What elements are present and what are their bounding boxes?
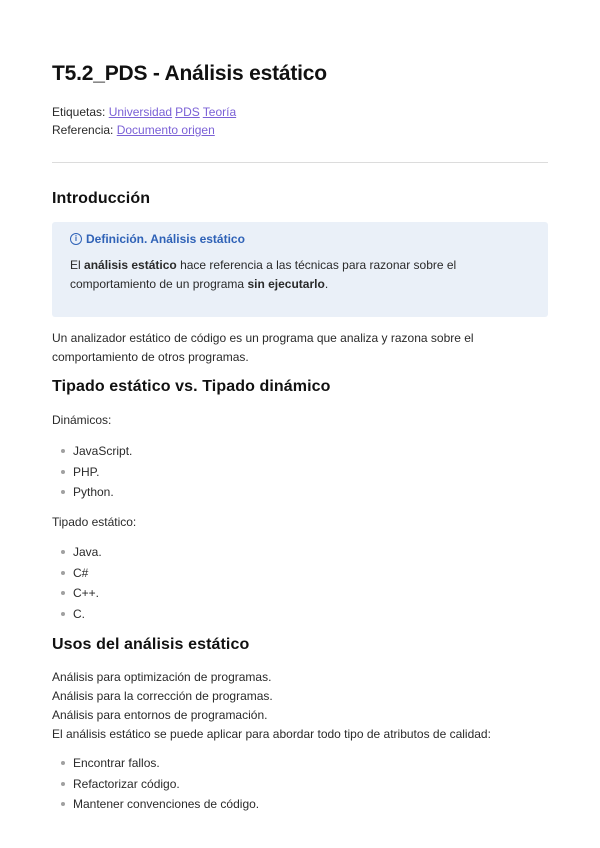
list-item: [52, 583, 102, 604]
list-item: [52, 441, 132, 462]
bullet-icon: [61, 550, 65, 554]
tag-link-teoria[interactable]: Teoría: [202, 105, 237, 119]
bullet-icon: [61, 470, 65, 474]
bullet-icon: [61, 591, 65, 595]
bullet-icon: [61, 490, 65, 494]
callout-text: hace referencia a las técnicas para razonar sobre el comportamiento de un programa: [70, 258, 457, 291]
tag-link-pds[interactable]: PDS: [175, 105, 200, 119]
uses-paragraph: [52, 668, 548, 744]
static-label: Tipado estático:: [52, 515, 137, 529]
list-item-text: C++.: [73, 586, 100, 600]
callout-bold-term: sin ejecutarlo: [247, 277, 325, 291]
uses-line: Análisis para optimización de programas.: [52, 670, 272, 684]
list-item-text: Python.: [73, 485, 114, 499]
page-meta: [52, 103, 239, 139]
bullet-icon: [61, 449, 65, 453]
list-item: [52, 462, 132, 483]
tags-label: Etiquetas:: [52, 105, 106, 119]
list-item: [52, 542, 102, 563]
static-list: [52, 542, 102, 624]
uses-list: [52, 753, 259, 815]
bullet-icon: [61, 782, 65, 786]
dynamic-label: Dinámicos:: [52, 413, 112, 427]
list-item-text: Mantener convenciones de código.: [73, 797, 260, 811]
reference-link[interactable]: Documento origen: [116, 123, 215, 137]
uses-line: Análisis para la corrección de programas.: [52, 689, 273, 703]
info-icon: i: [70, 233, 82, 245]
bullet-icon: [61, 802, 65, 806]
list-item: [52, 794, 259, 815]
callout-body: [70, 256, 530, 294]
uses-line: El análisis estático se puede aplicar para abordar todo tipo de atributos de calidad:: [52, 727, 491, 741]
section-heading-typing: Tipado estático vs. Tipado dinámico: [52, 378, 331, 395]
list-item: [52, 753, 259, 774]
tag-link-universidad[interactable]: Universidad: [108, 105, 173, 119]
dynamic-list: [52, 441, 132, 503]
list-item-text: JavaScript.: [73, 444, 133, 458]
list-item: [52, 482, 132, 503]
tags-row: [52, 103, 239, 121]
divider: [52, 162, 548, 163]
callout-title-text: Definición. Análisis estático: [86, 232, 245, 246]
section-heading-uses: Usos del análisis estático: [52, 636, 250, 653]
page-title: T5.2_PDS - Análisis estático: [52, 62, 327, 85]
callout-text: El: [70, 258, 85, 272]
callout-bold-term: análisis estático: [84, 258, 177, 272]
uses-line: Análisis para entornos de programación.: [52, 708, 268, 722]
list-item: [52, 563, 102, 584]
callout-text: .: [324, 277, 329, 291]
list-item-text: Refactorizar código.: [73, 776, 180, 791]
list-item-text: PHP.: [73, 464, 100, 479]
intro-paragraph: Un analizador estático de código es un programa que analiza y razona sobre el comportamiento de otros programas.: [52, 331, 474, 364]
list-item-text: C#: [73, 565, 89, 580]
definition-callout: [52, 222, 548, 317]
bullet-icon: [61, 612, 65, 616]
reference-label: Referencia:: [52, 123, 114, 137]
list-item-text: Encontrar fallos.: [73, 756, 160, 770]
callout-title: [70, 232, 530, 246]
reference-row: [52, 121, 239, 139]
list-item-text: C.: [73, 606, 85, 621]
list-item: [52, 604, 102, 625]
bullet-icon: [61, 571, 65, 575]
list-item: [52, 774, 259, 795]
section-heading-intro: Introducción: [52, 190, 151, 207]
list-item-text: Java.: [73, 545, 102, 559]
bullet-icon: [61, 761, 65, 765]
